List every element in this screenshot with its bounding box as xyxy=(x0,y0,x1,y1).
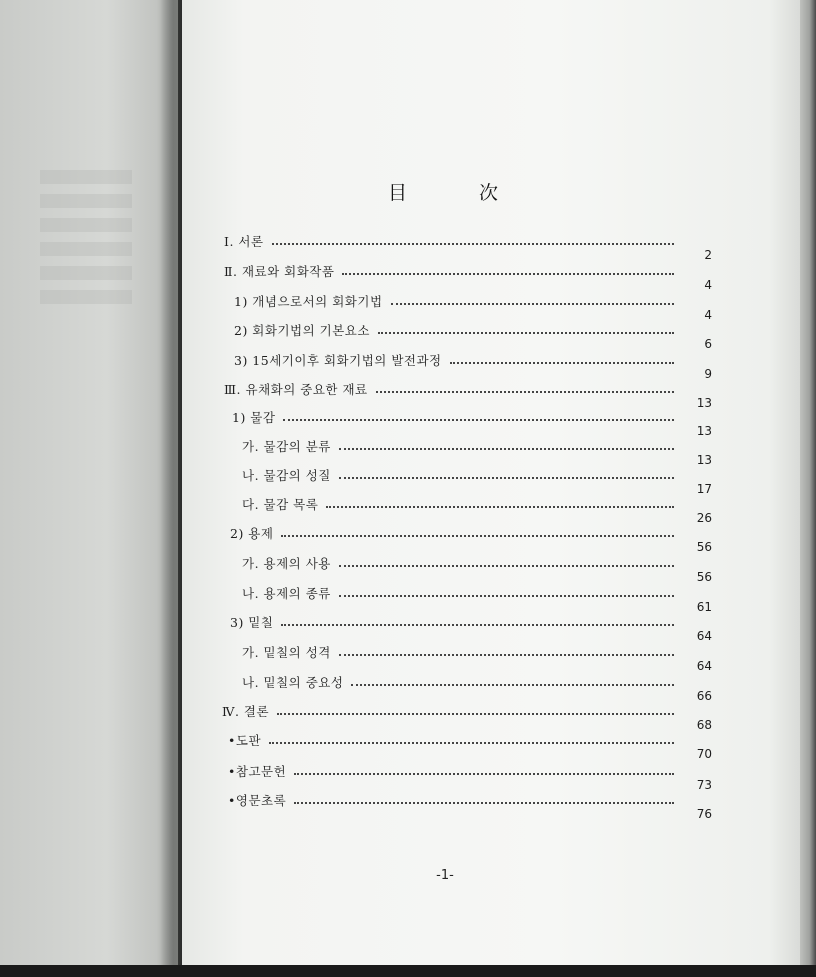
bleed-through-text xyxy=(0,160,150,330)
toc-label: 가. 밑칠의 성격 xyxy=(242,645,331,660)
page-number: -1- xyxy=(436,868,454,883)
toc-label: 나. 밑칠의 중요성 xyxy=(242,675,344,690)
toc-label: 나. 물감의 성질 xyxy=(242,468,331,483)
title-char-1: 目 xyxy=(388,181,408,204)
toc-page: 76 xyxy=(696,807,712,821)
toc-label: Ⅲ. 유채화의 중요한 재료 xyxy=(224,382,368,397)
toc-page: 13 xyxy=(696,396,712,410)
toc-entry xyxy=(242,554,712,584)
toc-page: 26 xyxy=(696,511,712,525)
toc-page: 56 xyxy=(696,540,712,554)
toc-page: 56 xyxy=(696,570,712,584)
toc-page: 13 xyxy=(696,424,712,438)
toc-entry xyxy=(242,495,712,525)
toc-label: Ⅰ. 서론 xyxy=(224,234,264,249)
toc-entry xyxy=(230,613,712,643)
toc-entry xyxy=(230,524,712,554)
leader-dots xyxy=(294,772,674,775)
toc-page: 2 xyxy=(704,248,712,262)
toc-page: 64 xyxy=(696,659,712,673)
toc-entry xyxy=(242,437,712,467)
leader-dots xyxy=(351,683,674,686)
leader-dots xyxy=(272,242,674,245)
leader-dots xyxy=(269,741,674,744)
title-char-2: 次 xyxy=(478,181,498,204)
toc-page: 68 xyxy=(696,718,712,732)
toc-label: •참고문헌 xyxy=(228,764,287,779)
toc-entry xyxy=(242,643,712,673)
leader-dots xyxy=(326,505,674,508)
toc-page: 13 xyxy=(696,453,712,467)
toc-entry xyxy=(234,321,712,351)
left-page xyxy=(0,0,178,965)
leader-dots xyxy=(376,390,674,393)
toc-page: 66 xyxy=(696,689,712,703)
toc-page: 70 xyxy=(696,747,712,761)
toc-entry xyxy=(228,731,712,761)
leader-dots xyxy=(378,331,674,334)
leader-dots xyxy=(339,653,674,656)
leader-dots xyxy=(450,361,674,364)
toc-label: 가. 물감의 분류 xyxy=(242,439,331,454)
toc-label: •도판 xyxy=(228,733,262,748)
leader-dots xyxy=(281,623,674,626)
toc-label: 3) 밑칠 xyxy=(230,615,274,630)
toc-entry xyxy=(224,380,712,410)
page-edge xyxy=(800,0,816,965)
toc-page: 73 xyxy=(696,778,712,792)
toc-entry xyxy=(224,262,712,292)
toc-entry xyxy=(242,584,712,614)
toc-label: •영문초록 xyxy=(228,793,287,808)
toc-page: 9 xyxy=(704,367,712,381)
toc-label: Ⅳ. 결론 xyxy=(222,704,270,719)
toc-label: 3) 15세기이후 회화기법의 발전과정 xyxy=(234,353,442,368)
toc-page: 6 xyxy=(704,337,712,351)
leader-dots xyxy=(294,801,674,804)
toc-page: 61 xyxy=(696,600,712,614)
scan-border xyxy=(0,965,816,977)
toc-page: 4 xyxy=(704,278,712,292)
toc-entry xyxy=(242,466,712,496)
leader-dots xyxy=(281,534,674,537)
toc-entry xyxy=(232,408,712,438)
toc-label: 1) 물감 xyxy=(232,410,276,425)
leader-dots xyxy=(339,594,674,597)
toc-entry xyxy=(222,702,712,732)
page-title xyxy=(388,176,498,206)
toc-page: 17 xyxy=(696,482,712,496)
leader-dots xyxy=(339,476,674,479)
toc-entry xyxy=(242,673,712,703)
toc-entry xyxy=(224,232,712,262)
toc-label: 1) 개념으로서의 회화기법 xyxy=(234,294,383,309)
toc-entry xyxy=(234,351,712,381)
toc-page: 64 xyxy=(696,629,712,643)
toc-entry xyxy=(234,292,712,322)
toc-entry xyxy=(228,791,712,821)
leader-dots xyxy=(339,447,674,450)
toc-label: 2) 용제 xyxy=(230,526,274,541)
leader-dots xyxy=(339,564,674,567)
leader-dots xyxy=(342,272,674,275)
toc-label: 가. 용제의 사용 xyxy=(242,556,331,571)
leader-dots xyxy=(391,302,674,305)
toc-page: 4 xyxy=(704,308,712,322)
toc-label: 다. 물감 목록 xyxy=(242,497,319,512)
toc-label: 나. 용제의 종류 xyxy=(242,586,331,601)
leader-dots xyxy=(283,418,674,421)
toc-label: 2) 회화기법의 기본요소 xyxy=(234,323,370,338)
toc-entry xyxy=(228,762,712,792)
leader-dots xyxy=(277,712,674,715)
toc-label: Ⅱ. 재료와 회화작품 xyxy=(224,264,335,279)
